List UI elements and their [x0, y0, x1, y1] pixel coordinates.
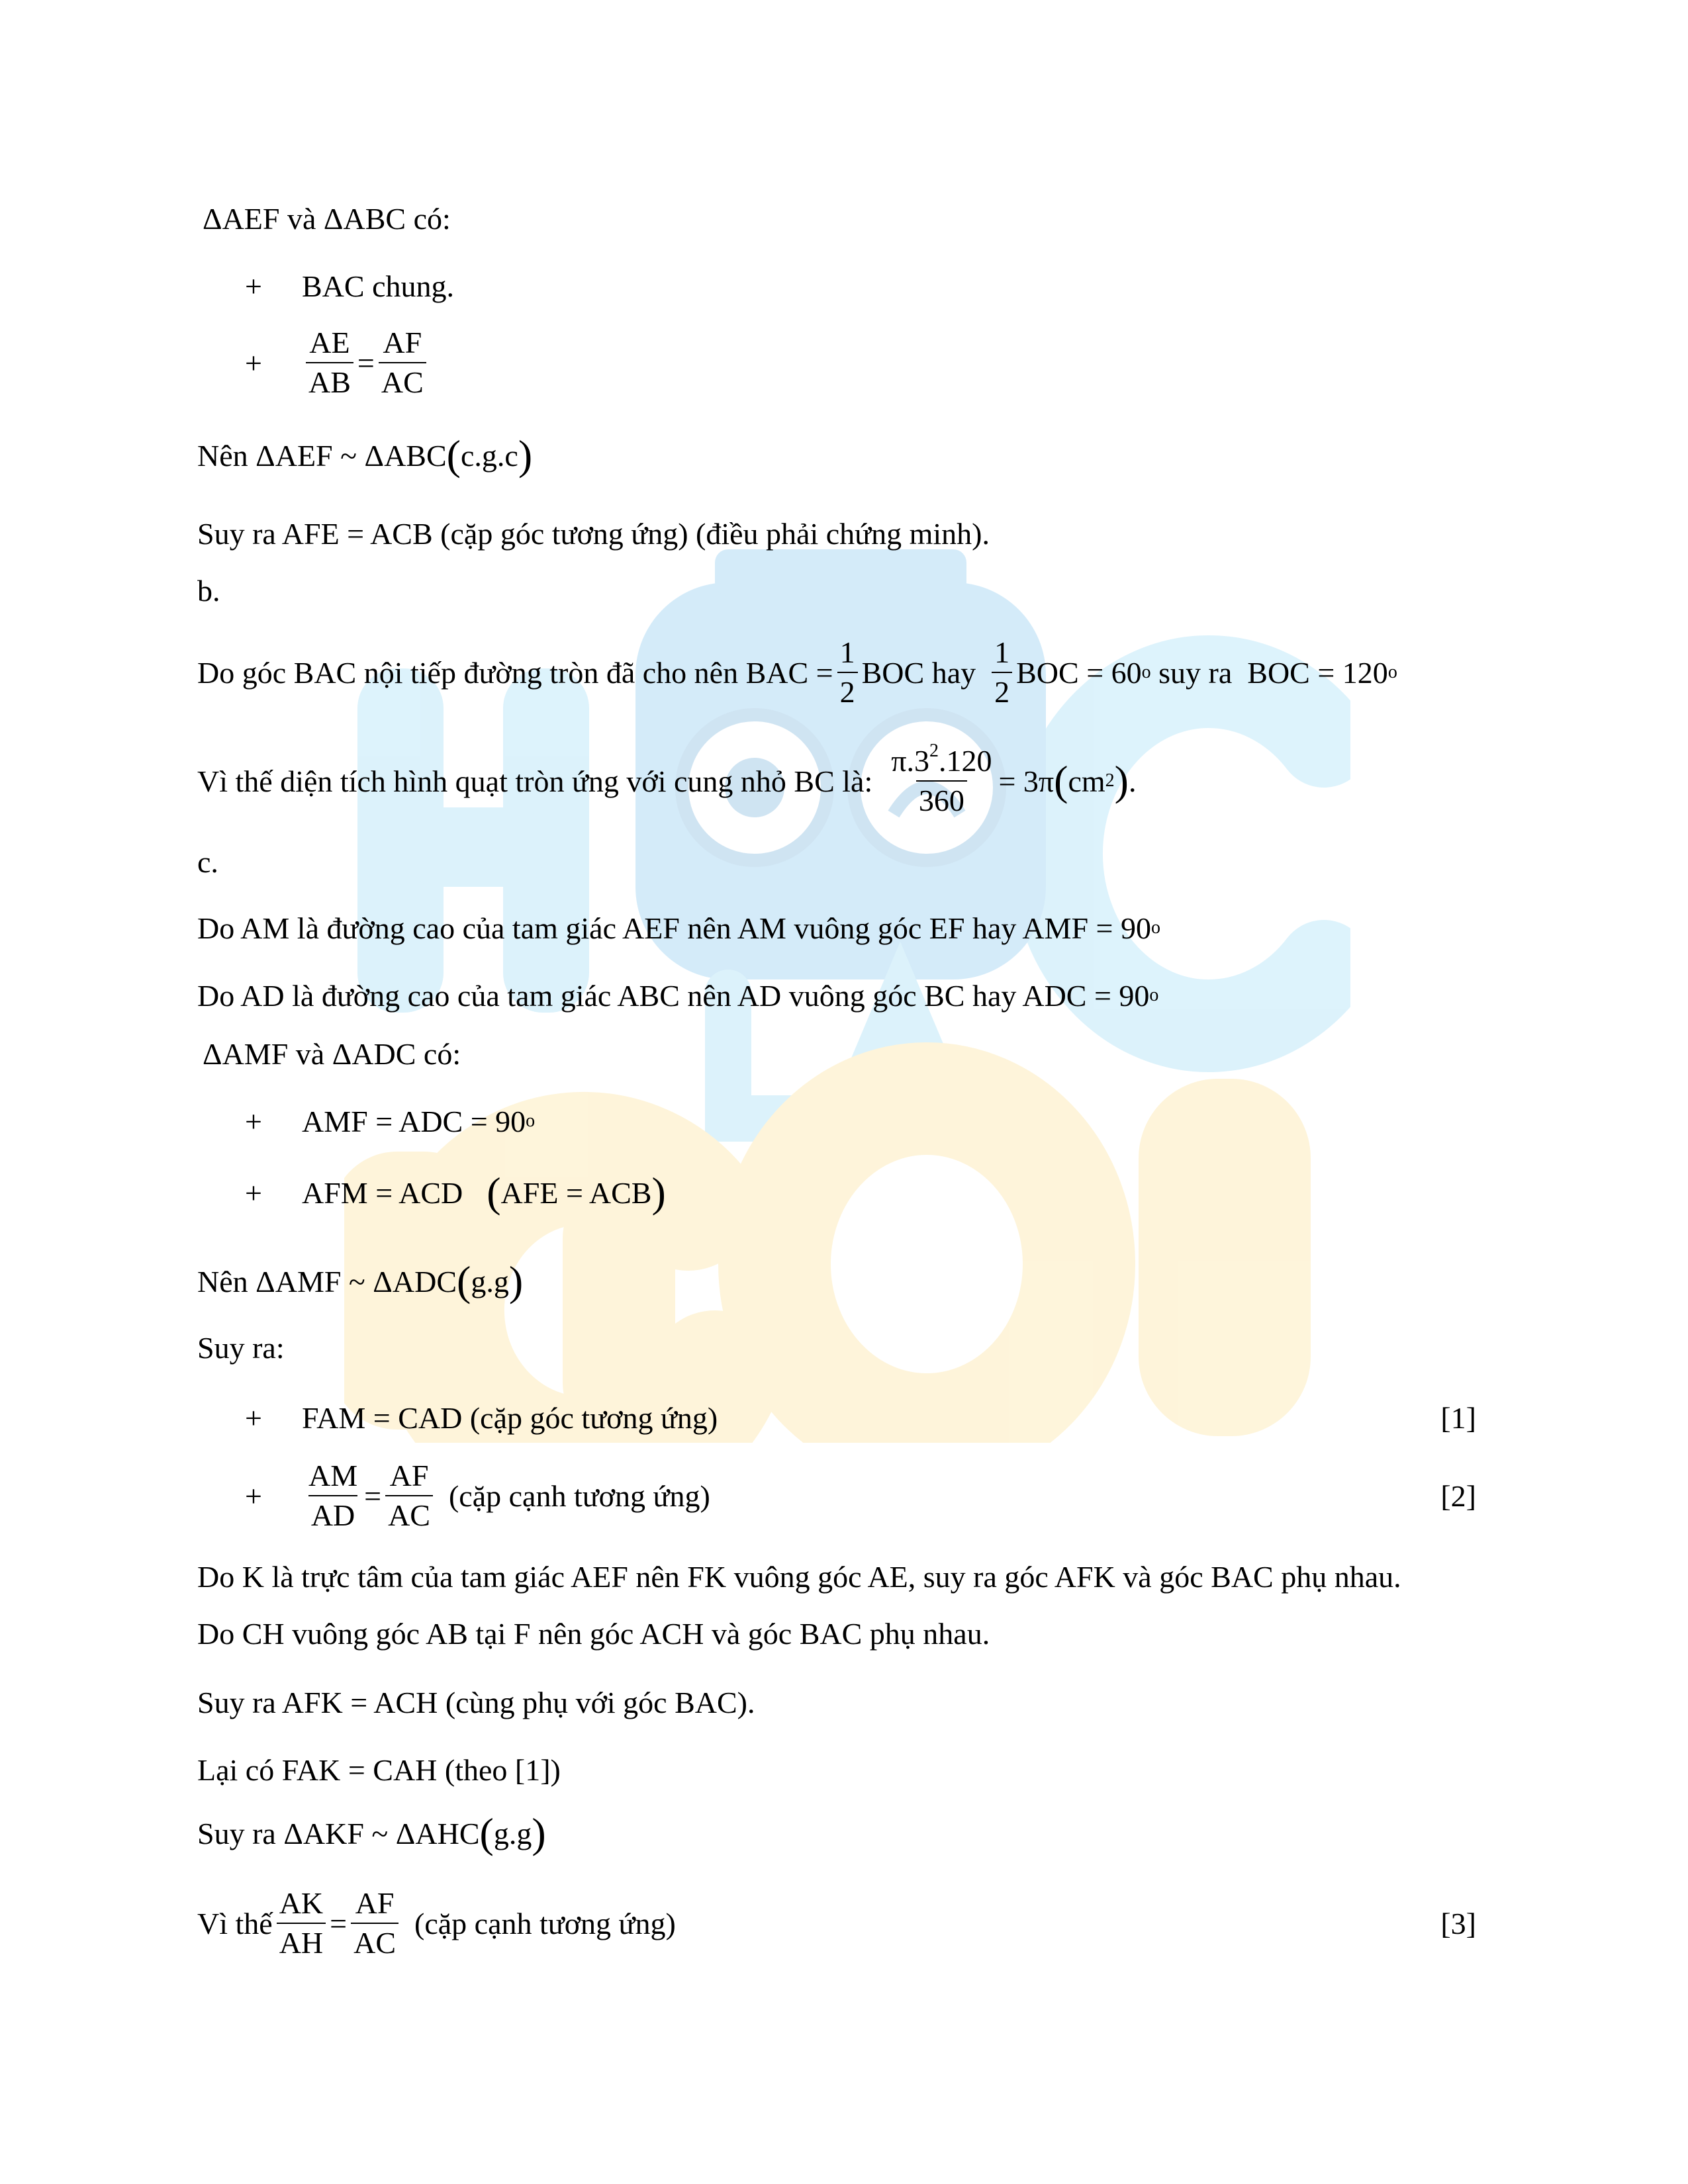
a-line-2-text: BAC chung.	[302, 269, 454, 303]
c-line-3	[203, 1034, 461, 1073]
numerator: AF	[383, 326, 422, 359]
c-line-10-text: Do K là trực tâm của tam giác AEF nên FK vuông góc AE, suy ra góc AFK và góc BAC phụ nhau.	[197, 1559, 1401, 1594]
c-line-13	[197, 1750, 561, 1790]
numerator: AK	[279, 1886, 324, 1920]
a-line-1-text: ΔAEF và ΔABC có:	[203, 201, 451, 236]
case-label: c.g.c	[460, 438, 518, 473]
a-line-5-text: Suy ra AFE = ACB (cặp góc tương ứng) (điều phải chứng minh).	[197, 516, 990, 551]
b-line-2-result: = 3π	[998, 764, 1055, 798]
denominator: AC	[385, 1495, 433, 1531]
numerator-pi-3: π.3	[891, 744, 929, 778]
c-bullet-plus: +	[245, 1479, 262, 1513]
a-bullet-plus: +	[245, 269, 262, 303]
denominator: 2	[837, 672, 858, 707]
c-line-1: Do AM là đường cao của tam giác AEF nên AM vuông góc EF hay AMF = 90 o	[197, 911, 1161, 945]
denominator: AC	[351, 1923, 399, 1958]
part-b-label	[197, 570, 220, 610]
c-line-2: Do AD là đường cao của tam giác ABC nên AD vuông góc BC hay ADC = 90 o	[197, 978, 1159, 1013]
denominator: AH	[277, 1923, 326, 1958]
a-line-2	[245, 266, 454, 306]
c-line-4-text: AMF = ADC = 90	[302, 1104, 526, 1138]
numerator: 1	[994, 635, 1010, 669]
denominator: AB	[306, 362, 353, 398]
c-bullet-plus: +	[245, 1400, 262, 1435]
fraction-am-ad	[306, 1461, 360, 1531]
a-bullet-plus: +	[245, 345, 262, 380]
numerator: 1	[839, 635, 855, 669]
a-line-1	[203, 199, 451, 238]
c-bullet-plus: +	[245, 1104, 262, 1138]
a-line-5	[197, 514, 990, 553]
numerator	[888, 741, 994, 780]
numerator: AE	[309, 326, 350, 359]
a-line-4	[197, 432, 533, 479]
paren-open: (	[446, 432, 461, 479]
c-line-15-part-b: (cặp cạnh tương ứng)	[414, 1906, 676, 1940]
fraction-ae-ab	[306, 328, 353, 398]
b-line-1-part-c: BOC = 60	[1016, 655, 1142, 690]
b-line-1-part-d: suy ra BOC = 120	[1150, 655, 1388, 690]
fraction-one-half-2	[992, 637, 1012, 707]
paren-open: (	[457, 1257, 471, 1305]
c-line-4: + AMF = ADC = 90 o	[245, 1104, 536, 1138]
denominator: 2	[992, 672, 1012, 707]
paren-close: )	[508, 1257, 524, 1305]
part-c-label-text: c.	[197, 844, 218, 879]
c-line-14	[197, 1809, 546, 1857]
c-line-12-text: Suy ra AFK = ACH (cùng phụ với góc BAC).	[197, 1685, 755, 1719]
case-label: g.g	[471, 1264, 509, 1298]
exponent: 2	[929, 741, 939, 761]
numerator: AF	[389, 1459, 429, 1492]
ref-3-text: [3]	[1440, 1906, 1476, 1940]
c-line-6-text: Nên ΔAMF ~ ΔADC	[197, 1264, 457, 1298]
equals-sign: =	[330, 1906, 348, 1940]
ref-2-text: [2]	[1440, 1479, 1476, 1513]
c-line-6	[197, 1257, 524, 1305]
paren-close: )	[532, 1809, 546, 1857]
numerator-120: .120	[938, 744, 992, 778]
numerator: AF	[355, 1886, 395, 1920]
fraction-one-half	[837, 637, 858, 707]
period: .	[1128, 764, 1137, 798]
denominator: 360	[916, 780, 967, 816]
c-line-5	[245, 1169, 666, 1216]
c-line-15	[197, 1886, 676, 1960]
c-line-2-text: Do AD là đường cao của tam giác ABC nên AD vuông góc BC hay ADC = 90	[197, 978, 1150, 1013]
c-line-10	[197, 1557, 1401, 1596]
c-line-5-text: AFM = ACD	[302, 1175, 463, 1210]
unit-cm: cm	[1068, 764, 1105, 798]
c-line-13-text: Lại có FAK = CAH (theo [1])	[197, 1752, 561, 1787]
b-line-1-part-a: Do góc BAC nội tiếp đường tròn đã cho nên BAC =	[197, 655, 833, 690]
numerator: AM	[308, 1459, 358, 1492]
denominator: AD	[308, 1495, 357, 1531]
c-line-8	[245, 1398, 718, 1437]
a-line-3	[245, 326, 430, 399]
c-bullet-plus: +	[245, 1175, 262, 1210]
c-line-8-text: FAM = CAD (cặp góc tương ứng)	[302, 1400, 718, 1435]
ref-1-text: [1]	[1440, 1400, 1476, 1435]
c-line-5-paren-text: AFE = ACB	[500, 1175, 652, 1210]
equation-ref-2	[1440, 1476, 1476, 1516]
paren-open: (	[487, 1169, 501, 1216]
fraction-ak-ah	[277, 1888, 326, 1958]
fraction-af-ac	[351, 1888, 399, 1958]
b-line-1: Do góc BAC nội tiếp đường tròn đã cho nên BAC = $\frac{1}{2}$ BOC hay $\frac{1}{2}$ BOC = 60 o suy ra BOC = 120 o	[197, 635, 1397, 709]
c-line-12	[197, 1682, 755, 1722]
c-line-1-text: Do AM là đường cao của tam giác AEF nên AM vuông góc EF hay AMF = 90	[197, 911, 1152, 945]
equation-ref-3	[1440, 1903, 1476, 1943]
b-line-2: Vì thế diện tích hình quạt tròn ứng với cung nhỏ BC là: $\frac{\pi.3^2.120}{360}$ = 3π ( cm 2 ) .	[197, 741, 1137, 817]
b-line-2-part-a: Vì thế diện tích hình quạt tròn ứng với cung nhỏ BC là:	[197, 764, 873, 798]
c-line-7-text: Suy ra:	[197, 1330, 285, 1365]
b-line-1-part-b: BOC hay	[861, 655, 976, 690]
c-line-9-text: (cặp cạnh tương ứng)	[448, 1479, 710, 1513]
fraction-af-ac	[379, 328, 426, 398]
c-line-11	[197, 1614, 990, 1653]
c-line-3-text: ΔAMF và ΔADC có:	[203, 1036, 461, 1071]
fraction-sector-area	[888, 741, 994, 817]
part-c-label	[197, 842, 218, 882]
c-line-15-text: Vì thế	[197, 1906, 273, 1940]
a-line-4-text: Nên ΔAEF ~ ΔABC	[197, 438, 447, 473]
equation-ref-1	[1440, 1398, 1476, 1437]
equals-sign: =	[357, 345, 375, 380]
c-line-7	[197, 1328, 285, 1367]
denominator: AC	[379, 362, 426, 398]
paren-close: )	[1114, 757, 1129, 805]
c-line-9	[245, 1459, 710, 1532]
c-line-11-text: Do CH vuông góc AB tại F nên góc ACH và góc BAC phụ nhau.	[197, 1616, 990, 1651]
part-b-label-text: b.	[197, 573, 220, 608]
paren-open: (	[479, 1809, 494, 1857]
paren-close: )	[651, 1169, 666, 1216]
paren-close: )	[518, 432, 533, 479]
fraction-af-ac	[385, 1461, 433, 1531]
c-line-14-text: Suy ra ΔAKF ~ ΔAHC	[197, 1816, 480, 1850]
equals-sign: =	[364, 1479, 382, 1513]
case-label: g.g	[493, 1816, 532, 1850]
paren-open: (	[1054, 757, 1068, 805]
